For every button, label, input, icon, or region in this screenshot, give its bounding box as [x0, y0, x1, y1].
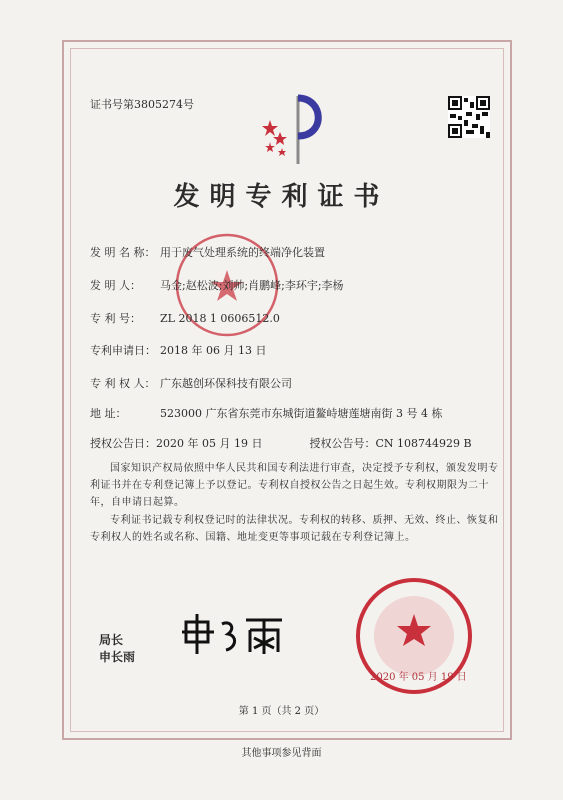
qr-code-icon: [448, 96, 490, 138]
field-label: 地 址：: [90, 407, 127, 420]
footer-note: 其他事项参见背面: [241, 748, 322, 759]
field-address: [90, 405, 442, 421]
signature-title: 局长: [99, 633, 124, 647]
paragraph-grant: 国家知识产权局依照中华人民共和国专利法进行审查，决定授予专利权，颁发发明专利证书并在专利登记簿上予以登记。专利权自授权公告之日起生效。专利权期限为二十年，自申请日起算。: [90, 463, 499, 508]
field-patentee: [90, 375, 292, 391]
field-label: 专 利 权 人：: [90, 377, 156, 390]
field-application-date: [90, 342, 266, 358]
seal-date: 2020 年 05 月 19 日: [370, 672, 467, 683]
field-value: ZL 2018 1 0606512.0: [160, 312, 280, 325]
page-number: 第 1 页（共 2 页）: [238, 706, 325, 717]
field-value: 523000 广东省东莞市东城街道鳌峙塘莲塘南街 3 号 4 栋: [160, 407, 443, 420]
certificate-title: 发明专利证书: [173, 182, 390, 212]
certificate-number: 证书号第3805274号: [90, 98, 194, 111]
field-label: 专利申请日：: [90, 344, 156, 357]
signature-name: 申长雨: [99, 650, 136, 664]
grant-date-value: 2020 年 05 月 19 日: [156, 437, 263, 450]
field-label: 发 明 名 称：: [90, 246, 156, 259]
field-label: 发 明 人：: [90, 279, 141, 292]
field-label: 专 利 号：: [90, 312, 141, 325]
handwritten-signature: [178, 610, 288, 660]
field-value: 用于废气处理系统的终端净化装置: [160, 246, 325, 259]
field-value: 广东越创环保科技有限公司: [160, 377, 292, 390]
field-patent-number: [90, 310, 280, 326]
field-value: 马金;赵松波;刘帅;肖鹏峰;李环宇;李杨: [160, 279, 344, 292]
paragraph-legal-status: 专利证书记载专利权登记时的法律状况。专利权的转移、质押、无效、终止、恢复和专利权人的姓名或名称、国籍、地址变更等事项记载在专利登记簿上。: [90, 515, 499, 543]
grant-number-label: 授权公告号：: [309, 437, 376, 450]
grant-date-label: 授权公告日：: [90, 437, 156, 450]
field-inventors: [90, 277, 344, 293]
cnipa-logo-icon: [258, 90, 328, 170]
grant-number-value: CN 108744929 B: [375, 437, 472, 450]
field-value: 2018 年 06 月 13 日: [160, 344, 267, 357]
field-invention-name: [90, 244, 325, 260]
grant-info: [90, 435, 472, 451]
